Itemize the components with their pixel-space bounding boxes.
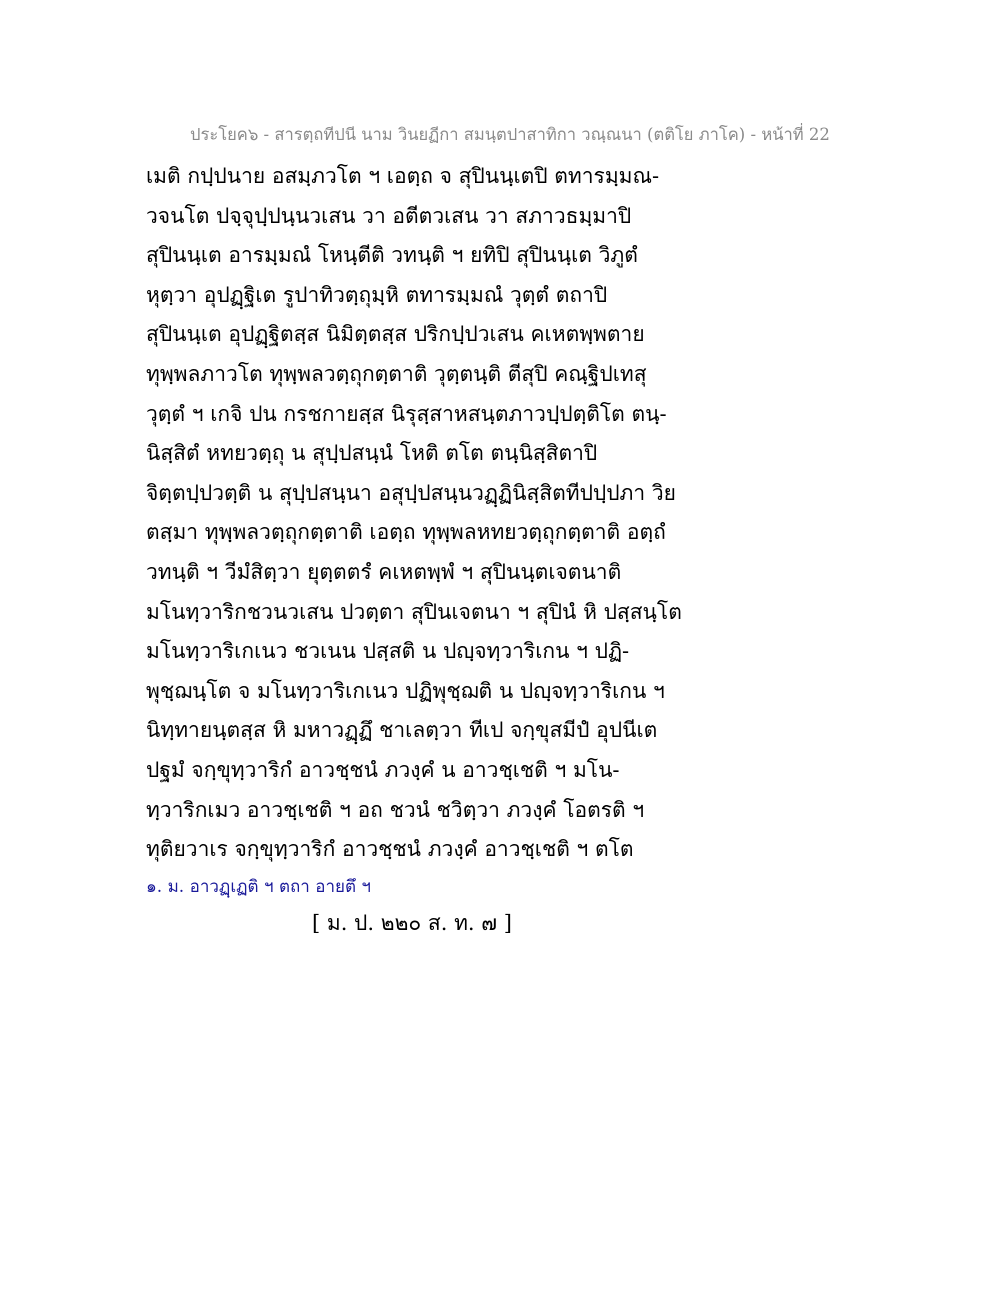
text-line: หุตฺวา อุปฏฺฐิเต รูปาทิวตฺถุมฺหิ ตทารมฺมณํ วุตฺตํ ตถาปิ [146, 282, 608, 307]
text-line: เมติ กปฺปนาย อสมฺภวโต ฯ เอตฺถ จ สุปินนฺเตปิ ตทารมฺมณ- [146, 164, 660, 188]
text-line: ปฐมํ จกฺขุทฺวาริกํ อาวชฺชนํ ภวงฺคํ น อาวชฺเชติ ฯ มโน- [146, 757, 620, 782]
body-text [146, 157, 686, 870]
text-line: วทนฺติ ฯ วีมํสิตฺวา ยุตฺตตรํ คเหตพฺพํ ฯ สุปินนฺตเจตนาติ [146, 559, 622, 584]
text-line: มโนทฺวาริเกเนว ชวเนน ปสฺสติ น ปญฺจทฺวาริเกน ฯ ปฏิ- [146, 639, 630, 664]
text-line: ทุพฺพลภาวโต ทุพฺพลวตฺถุกตฺตาติ วุตฺตนฺติ ตีสุปิ คณฺฐิปเทสุ [146, 361, 647, 386]
text-line: มโนทฺวาริกชวนวเสน ปวตฺตา สุปินเจตนา ฯ สุปินํ หิ ปสฺสนฺโต [146, 599, 682, 624]
page-reference: [ ม. ป. ๒๒๐ ส. ท. ๗ ] [312, 911, 512, 935]
text-line: จิตฺตปฺปวตฺติ น สุปฺปสนฺนา อสุปฺปสนฺนวฏฺฏินิสฺสิตทีปปฺปภา วิย [146, 480, 676, 505]
text-line: ทุติยวาเร จกฺขุทฺวาริกํ อาวชฺชนํ ภวงฺคํ อาวชฺเชติ ฯ ตโต [146, 837, 634, 862]
text-line: วจนโต ปจฺจุปฺปนฺนวเสน วา อตีตวเสน วา สภาวธมฺมาปิ [146, 203, 632, 228]
text-line: ตสฺมา ทุพฺพลวตฺถุกตฺตาติ เอตฺถ ทุพฺพลหทยวตฺถุกตฺตาติ อตฺถํ [146, 520, 666, 545]
text-line: นิสฺสิตํ หทยวตฺถุ น สุปฺปสนฺนํ โหติ ตโต ตนฺนิสฺสิตาปิ [146, 441, 598, 466]
text-line: สุปินนฺเต อารมฺมณํ โหนฺตีติ วทนฺติ ฯ ยทิปิ สุปินนฺเต วิภูตํ [146, 243, 638, 268]
text-line: พุชฺฌนฺโต จ มโนทฺวาริเกเนว ปฏิพุชฺฌติ น ปญฺจทฺวาริเกน ฯ [146, 678, 665, 703]
text-line: ทฺวาริกเมว อาวชฺเชติ ฯ อถ ชวนํ ชวิตฺวา ภวงฺคํ โอตรติ ฯ [146, 797, 645, 822]
footnote: ๑. ม. อาวฏฺเฏติ ฯ ตถา อายตึ ฯ [146, 877, 371, 897]
text-line: นิทฺทายนฺตสฺส หิ มหาวฏฺฏึ ชาเลตฺวา ทีเป จกฺขุสมีปํ อุปนีเต [146, 718, 658, 743]
running-header: ประโยค๖ - สารตฺถทีปนี นาม วินยฏีกา สมนฺตปาสาทิกา วณฺณนา (ตติโย ภาโค) - หน้าที่ 22 [190, 125, 830, 144]
text-line: สุปินนฺเต อุปฏฺฐิตสฺส นิมิตฺตสฺส ปริกปฺปวเสน คเหตพฺพตาย [146, 322, 645, 347]
text-line: วุตฺตํ ฯ เกจิ ปน กรชกายสฺส นิรุสฺสาหสนฺตภาวปฺปตฺติโต ตนฺ- [146, 401, 667, 426]
